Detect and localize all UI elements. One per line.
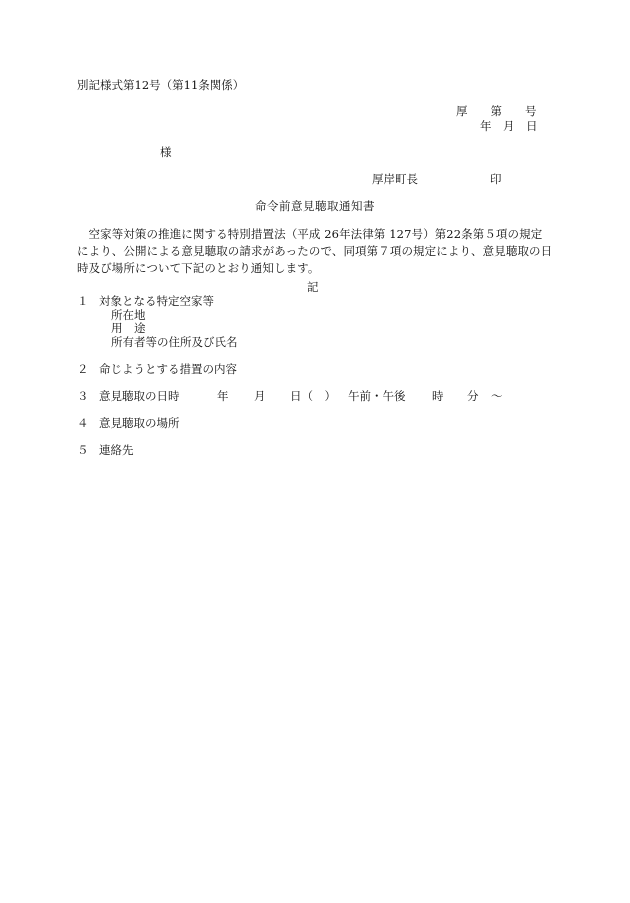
recipient-honorific: 様 bbox=[160, 145, 172, 159]
item-number: ４ bbox=[77, 416, 89, 430]
item-number: ３ bbox=[77, 389, 89, 403]
sender-title: 厚岸町長 bbox=[372, 172, 418, 186]
datetime-month: 月 bbox=[254, 389, 266, 403]
item-number: ２ bbox=[77, 362, 89, 376]
item-number: ５ bbox=[77, 443, 89, 457]
subitem-owner: 所有者等の住所及び氏名 bbox=[111, 335, 238, 349]
datetime-day: 日（ ） bbox=[290, 389, 336, 403]
item-number: １ bbox=[77, 294, 89, 308]
datetime-year: 年 bbox=[217, 389, 229, 403]
subitem-location: 所在地 bbox=[111, 308, 146, 322]
datetime-ampm: 午前・午後 bbox=[348, 389, 406, 403]
datetime-tilde: ～ bbox=[491, 389, 503, 403]
form-id: 別記様式第12号（第11条関係） bbox=[77, 78, 245, 92]
document-date: 年 月 日 bbox=[480, 119, 538, 133]
subitem-usage: 用 途 bbox=[111, 321, 146, 335]
datetime-minute: 分 bbox=[467, 389, 479, 403]
item-label-place: 意見聴取の場所 bbox=[99, 416, 180, 430]
body-paragraph: 空家等対策の推進に関する特別措置法（平成 26年法律第 127号）第22条第５項の規定により、公開による意見聴取の請求があったので、同項第７項の規定により、意見聴取の日時及び場所について下記のとおり通知します。 bbox=[77, 227, 553, 275]
item-label-target: 対象となる特定空家等 bbox=[99, 294, 214, 308]
seal-mark: 印 bbox=[490, 172, 502, 186]
item-label-contact: 連絡先 bbox=[99, 443, 134, 457]
datetime-hour: 時 bbox=[432, 389, 444, 403]
ki-heading: 記 bbox=[307, 280, 319, 294]
item-label-datetime: 意見聴取の日時 bbox=[99, 389, 180, 403]
document-title: 命令前意見聴取通知書 bbox=[255, 199, 375, 213]
item-label-measures: 命じようとする措置の内容 bbox=[99, 362, 237, 376]
document-number: 厚 第 号 bbox=[456, 104, 537, 118]
